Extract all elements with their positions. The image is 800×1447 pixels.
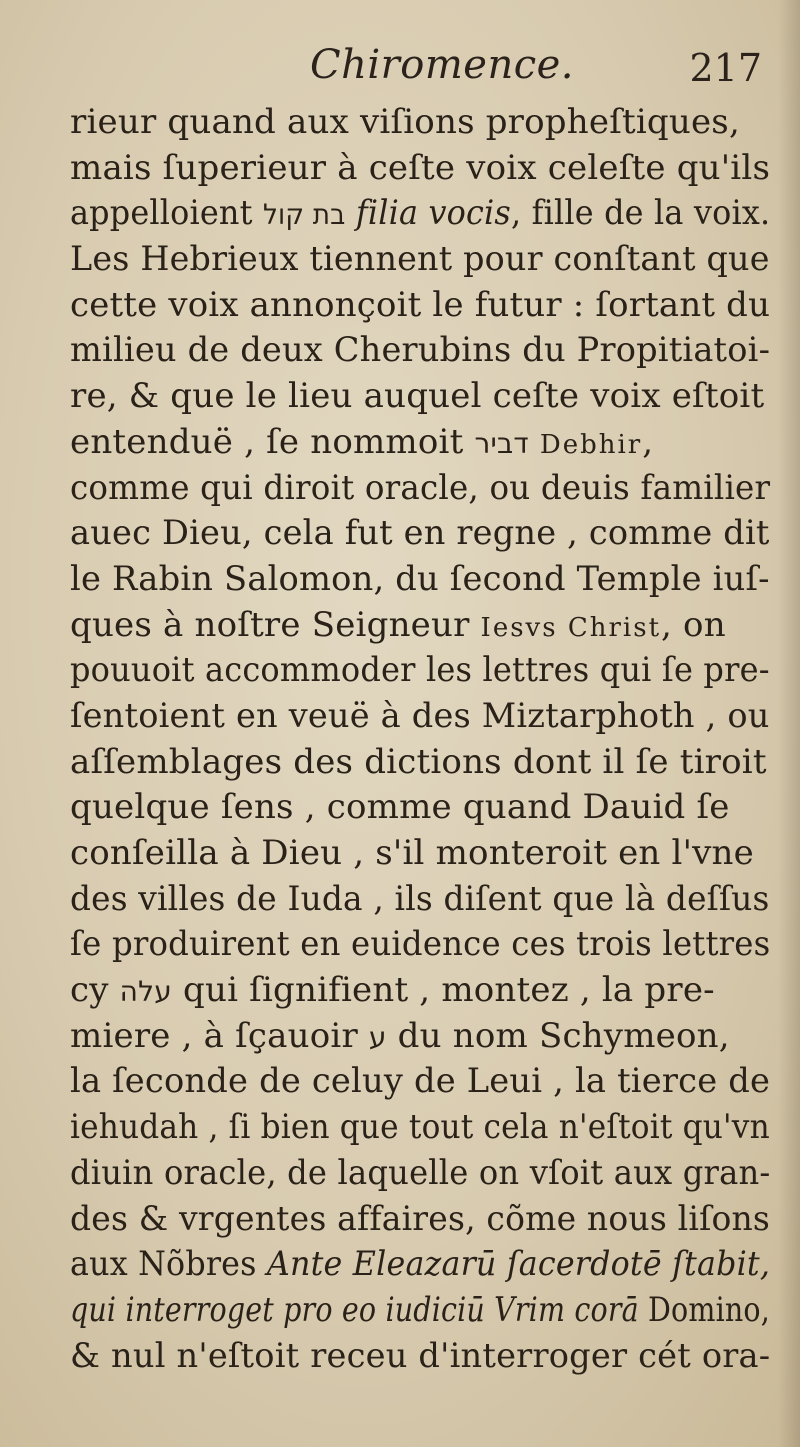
text-line — [70, 1151, 771, 1197]
text-span: , fille de la voix. — [510, 193, 771, 234]
text-line — [70, 694, 770, 740]
text-span: quelque ſens , comme quand Dauid ſe — [70, 787, 730, 828]
text-span: ſentoient en veuë à des Miztarphoth , ou — [70, 695, 770, 736]
smallcaps-word: Iesvs Christ — [480, 612, 662, 643]
text-span: des & vrgentes affaires, cõme nous liſons — [70, 1198, 771, 1239]
text-line — [70, 877, 770, 923]
text-span: ſe produirent en euidence ces trois lettres — [70, 924, 771, 965]
text-span: qui ſignifient , montez , la pre- — [172, 970, 715, 1011]
page-header — [60, 42, 760, 102]
text-line — [70, 1334, 771, 1380]
text-span: entenduë , ſe nommoit — [70, 421, 475, 462]
page-number: 217 — [689, 46, 762, 90]
text-line — [70, 831, 770, 877]
text-line — [70, 1242, 771, 1288]
text-span: pouuoit accommoder les lettres qui ſe pre- — [70, 650, 770, 691]
text-span: , — [642, 421, 654, 462]
text-span: appelloient — [70, 193, 263, 234]
text-line — [70, 100, 770, 146]
text-span: comme qui diroit oracle, ou deuis familier — [70, 467, 771, 508]
text-span: aſſemblages des dictions dont il ſe tiroit — [70, 741, 767, 782]
text-line — [70, 466, 771, 512]
text-line — [70, 511, 770, 557]
hebrew-word: בת קול — [262, 198, 346, 232]
text-span: milieu de deux Cherubins du Propitiatoi- — [70, 330, 771, 371]
text-span: conſeilla à Dieu , s'il monteroit en l'vne — [70, 833, 754, 873]
text-line — [70, 1105, 770, 1151]
text-line — [70, 1059, 771, 1105]
text-span: rieur quand aux viſions propheſtiques, — [70, 102, 740, 142]
running-title: Chiromence. — [310, 42, 575, 88]
text-span: des villes de Iuda , ils diſent que là deſſus — [70, 878, 770, 919]
text-span: re, & que le lieu auquel ceſte voix eſtoit — [70, 376, 765, 417]
text-line — [70, 420, 770, 466]
text-line — [70, 557, 770, 603]
text-span: cy — [70, 970, 120, 1011]
text-span: Domino, — [638, 1289, 770, 1330]
text-span: diuin oracle, de laquelle on vſoit aux gran- — [70, 1152, 771, 1193]
text-span: cette voix annonçoit le futur : ſortant du — [70, 284, 771, 325]
latin-phrase: filia vocis — [355, 193, 511, 234]
text-line — [70, 283, 771, 329]
text-span: miere , à ſçauoir — [70, 1015, 369, 1056]
text-line — [70, 374, 770, 420]
text-span — [529, 422, 540, 462]
text-span: , on — [661, 604, 726, 645]
text-line — [70, 740, 770, 786]
text-span: mais ſuperieur à ceſte voix celeſte qu'ils — [70, 147, 771, 188]
text-line — [70, 191, 771, 237]
text-line — [70, 1197, 771, 1243]
text-line — [70, 785, 770, 831]
smallcaps-word: Debhir — [539, 429, 643, 460]
hebrew-word: דביר — [474, 426, 529, 460]
text-span: Les Hebrieux tiennent pour conſtant que — [70, 239, 770, 280]
text-line — [70, 648, 770, 694]
text-line — [70, 968, 770, 1014]
text-span: aux Nõbres — [70, 1244, 267, 1285]
page-edge-shadow — [778, 0, 800, 1447]
text-span — [346, 193, 356, 233]
text-span: le Rabin Salomon, du ſecond Temple iuſ- — [70, 558, 770, 599]
text-span: iehudah , ſi bien que tout cela n'eſtoit qu'vn — [70, 1107, 770, 1148]
latin-quotation: Ante Eleazarū ſacerdotē ſtabit, — [266, 1244, 771, 1285]
text-span: auec Dieu, cela fut en regne , comme dit — [70, 513, 770, 554]
text-line — [70, 603, 770, 649]
text-span: & nul n'eſtoit receu d'interroger cét ora- — [70, 1335, 771, 1376]
text-line — [70, 146, 770, 192]
text-span: du nom Schymeon, — [386, 1015, 730, 1056]
text-line — [70, 1014, 770, 1060]
text-line — [70, 1288, 770, 1334]
body-text — [70, 100, 770, 1379]
text-line — [70, 328, 771, 374]
hebrew-letter: ע — [368, 1020, 387, 1054]
text-span: la ſeconde de celuy de Leui , la tierce de — [70, 1061, 771, 1102]
text-line — [70, 237, 770, 283]
text-line — [70, 922, 771, 968]
hebrew-word: עלה — [119, 975, 173, 1009]
latin-quotation: qui interroget pro eo iudiciū Vrim corā — [70, 1289, 639, 1330]
text-span: ques à noſtre Seigneur — [70, 604, 481, 645]
